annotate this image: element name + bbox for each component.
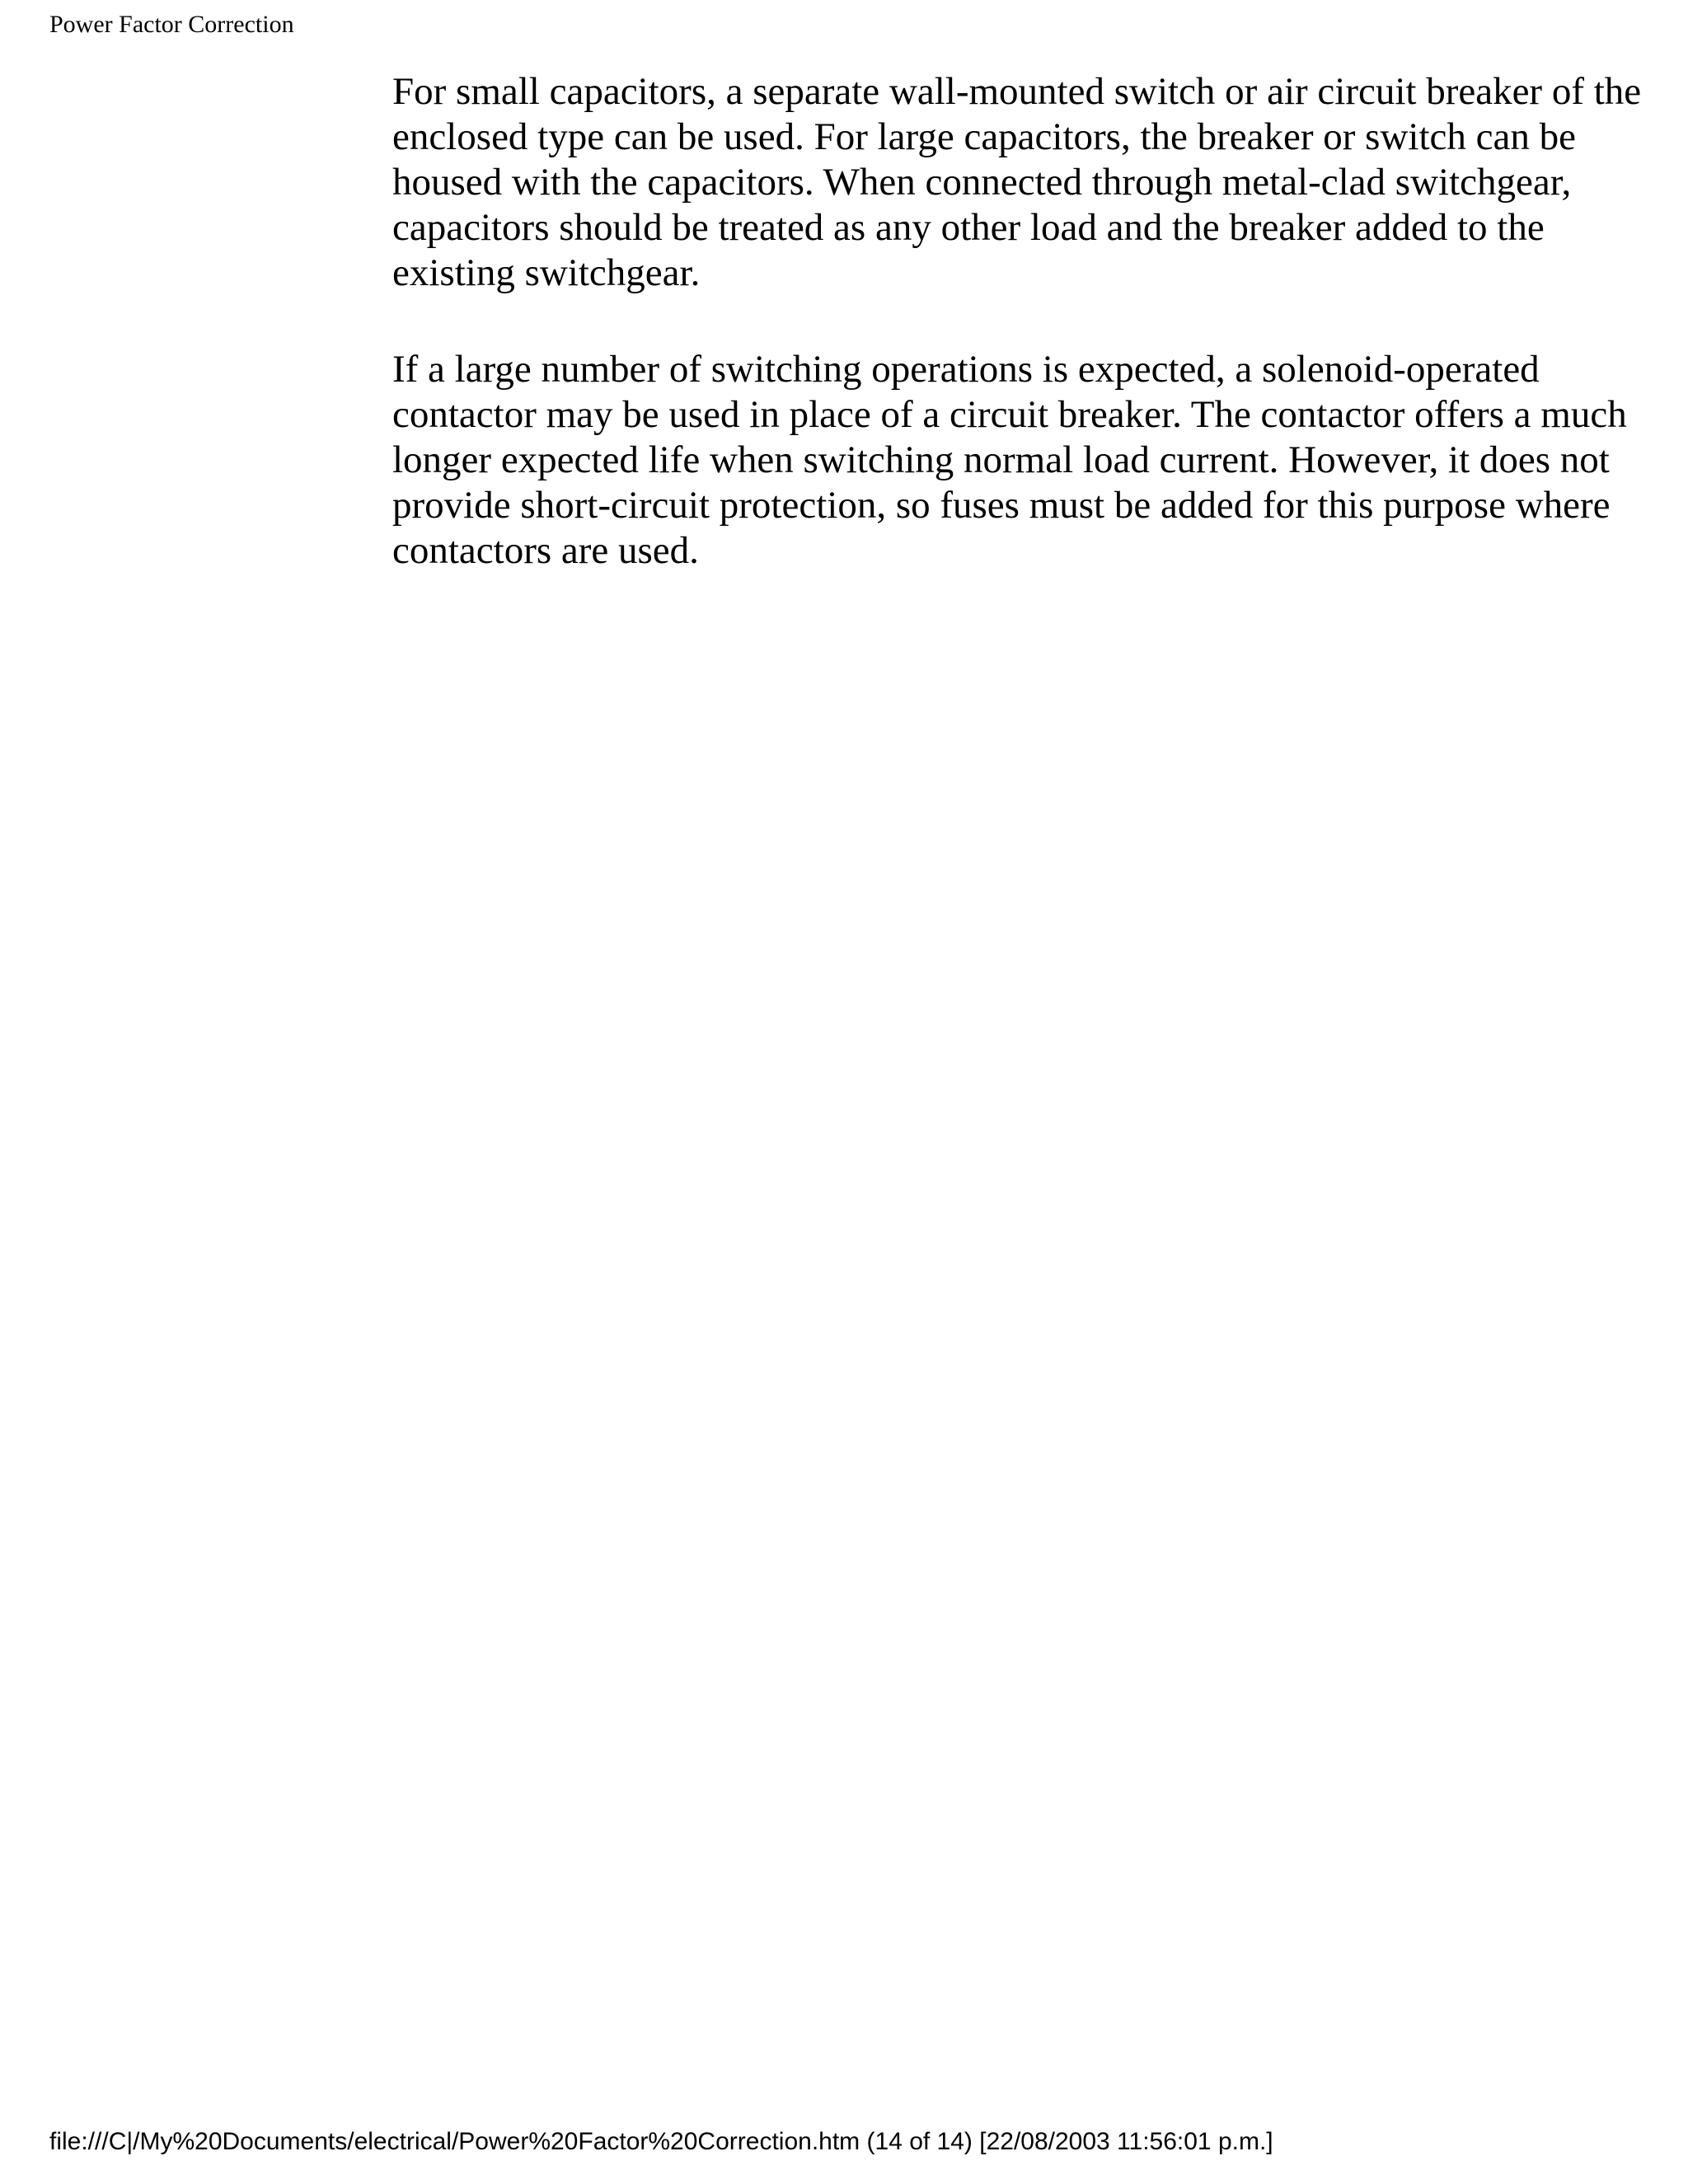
- page-footer-path: file:///C|/My%20Documents/electrical/Power%20Factor%20Correction.htm (14 of 14) [22/08/2003 11:56:01 p.m.]: [49, 2128, 1273, 2155]
- page-header-title: Power Factor Correction: [49, 11, 294, 38]
- document-body: [392, 69, 1662, 625]
- paragraph-capacitor-switching: For small capacitors, a separate wall-mounted switch or air circuit breaker of the enclosed type can be used. For large capacitors, the breaker or switch can be housed with the capacitors. When connected through metal-clad switchgear, capacitors should be treated as any other load and the breaker added to the existing switchgear.: [392, 70, 1642, 294]
- paragraph-contactor-usage: If a large number of switching operations is expected, a solenoid-operated contactor may be used in place of a circuit breaker. The contactor offers a much longer expected life when switching normal load current. However, it does not provide short-circuit protection, so fuses must be added for this purpose where contactors are used.: [392, 348, 1627, 572]
